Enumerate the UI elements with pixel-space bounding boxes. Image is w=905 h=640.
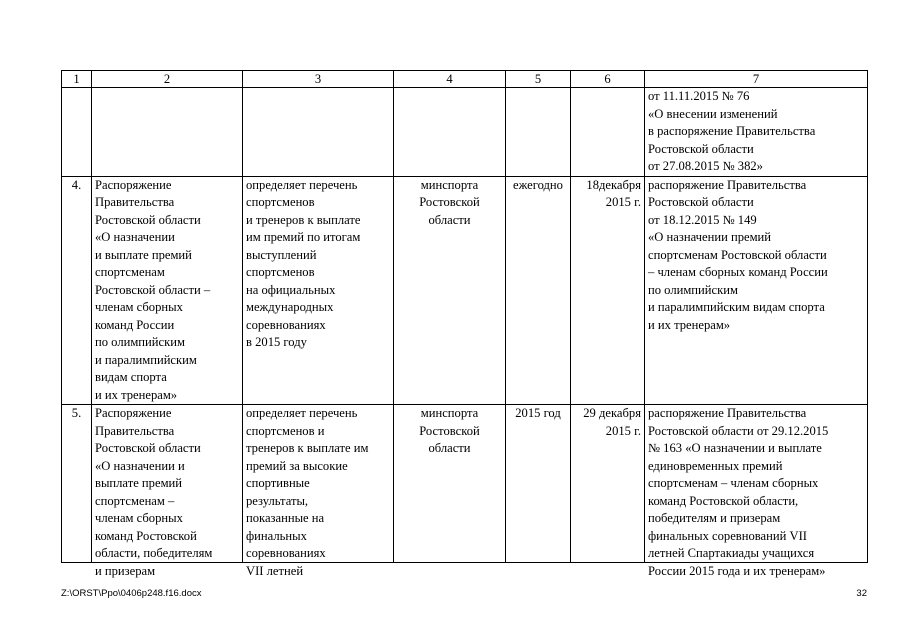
date-cell: 29 декабря 2015 г. <box>583 406 641 438</box>
table-header-row <box>62 71 868 88</box>
header-cell-4: 4 <box>394 71 506 88</box>
table-row <box>62 88 868 177</box>
table-row <box>62 176 868 405</box>
period-cell <box>506 88 571 177</box>
row-number-cell: 5. <box>71 406 82 420</box>
row-number-cell-wrap <box>62 405 92 563</box>
header-cell-6: 6 <box>571 71 645 88</box>
header-cell-1: 1 <box>62 71 92 88</box>
responsible-cell: минспорта Ростовской области <box>394 176 506 405</box>
period-cell-wrap <box>506 405 571 563</box>
header-cell-5: 5 <box>506 71 571 88</box>
responsible-cell-wrap <box>394 405 506 563</box>
footer-file-path: Z:\ORST\Ppo\0406p248.f16.docx <box>61 588 202 599</box>
result-cell: от 11.11.2015 № 76 «О внесении изменений в распоряжение Правительства Ростовской области от 27.08.2015 № 382» <box>645 88 868 177</box>
date-cell: 18декабря 2015 г. <box>571 176 645 405</box>
result-cell: распоряжение Правительства Ростовской области от 18.12.2015 № 149 «О назначении премий спортсменам Ростовской области – членам сборных команд России по олимпийским и паралимпийским видам спорта и их тренерам» <box>645 176 868 405</box>
document-name-cell-wrap <box>92 405 243 578</box>
document-name-cell <box>92 88 243 177</box>
period-cell: ежегодно <box>506 176 571 405</box>
document-name-cell: Распоряжение Правительства Ростовской области «О назначении и выплате премий спортсменам Ростовской области – членам сборных команд России по олимпийским и паралимпийским видам спорта и их тренерам» <box>92 176 243 405</box>
period-cell: 2015 год <box>515 406 561 420</box>
document-name-cell: Распоряжение Правительства Ростовской области «О назначении и выплате премий спортсменам – членам сборных команд Ростовской области, победителям и призерам <box>95 406 213 578</box>
responsible-cell <box>394 88 506 177</box>
description-cell: определяет перечень спортсменов и тренеров к выплате им премий по итогам выступлений спортсменов на официальных международных соревнованиях в 2015 году <box>243 176 394 405</box>
row-number-cell <box>62 88 92 177</box>
description-cell <box>243 88 394 177</box>
header-cell-2: 2 <box>92 71 243 88</box>
footer-page-number: 32 <box>856 588 867 599</box>
document-table <box>61 70 868 578</box>
date-cell-wrap <box>571 405 645 563</box>
row-number-cell: 4. <box>62 176 92 405</box>
result-cell-wrap <box>645 405 868 578</box>
description-cell: определяет перечень спортсменов и тренеров к выплате им премий за высокие спортивные результаты, показанные на финальных соревнованиях VII летней <box>246 406 369 578</box>
description-cell-wrap <box>243 405 394 578</box>
result-cell: распоряжение Правительства Ростовской области от 29.12.2015 № 163 «О назначении и выплате единовременных премий спортсменам – членам сборных команд Ростовской области, победителям и призерам финальных соревнований VII летней Спартакиады учащихся России 2015 года и их тренерам» <box>648 406 829 578</box>
header-cell-7: 7 <box>645 71 868 88</box>
date-cell <box>571 88 645 177</box>
responsible-cell: минспорта Ростовской области <box>419 406 480 455</box>
header-cell-3: 3 <box>243 71 394 88</box>
table-row <box>62 405 868 563</box>
